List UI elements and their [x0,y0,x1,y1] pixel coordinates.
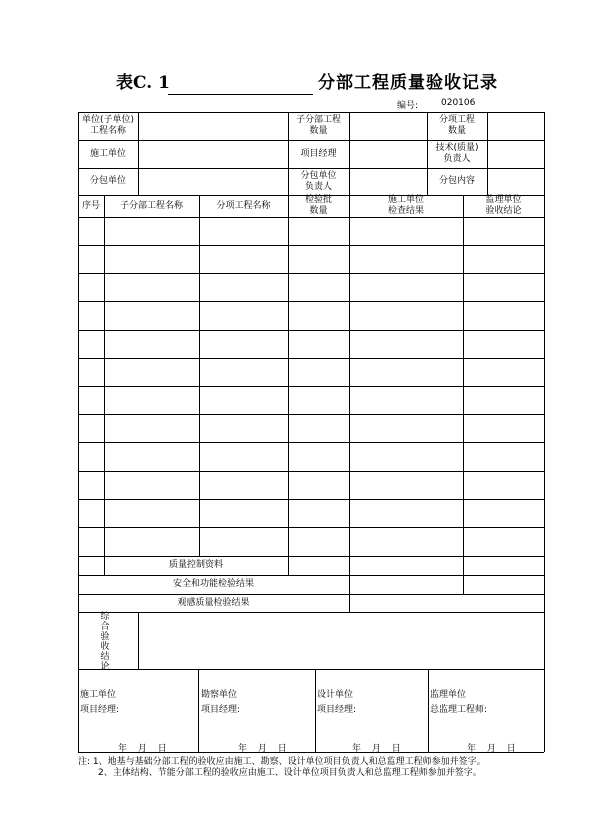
table-rule [78,612,544,613]
signature-role: 项目经理: [317,705,357,715]
col-header-supervisor-conclusion: 监理单位 验收结论 [485,195,522,216]
subcontractor-label: 分包单位 [89,176,126,186]
table-row-cell[interactable] [104,301,199,330]
signature-org: 监理单位 [430,690,467,700]
table-row-cell[interactable] [104,386,199,414]
summary-appearance: 观感质量检验结果 [177,597,250,608]
table-row-cell[interactable] [288,358,349,386]
unit-project-name-field[interactable] [138,112,288,140]
table-row-cell[interactable] [288,301,349,330]
table-row-cell[interactable] [463,414,544,442]
table-rule [78,140,544,141]
table-row-cell[interactable] [199,245,288,273]
table-row-cell[interactable] [349,330,463,358]
table-row-cell[interactable] [78,245,104,273]
table-row-cell[interactable] [78,273,104,301]
table-row-cell[interactable] [349,499,463,527]
table-row-cell[interactable] [78,499,104,527]
table-row-cell[interactable] [104,442,199,471]
signature-date: 年 月 日 [238,744,287,754]
table-row-cell[interactable] [288,330,349,358]
col-header-contractor-result: 施工单位 检查结果 [387,195,424,216]
table-row-cell[interactable] [288,471,349,499]
summary-quality-control-result[interactable] [349,556,463,575]
sub-division-count-label: 子分部工程 数量 [295,115,341,136]
table-row-cell[interactable] [78,301,104,330]
table-row-cell[interactable] [463,471,544,499]
table-row-cell[interactable] [288,386,349,414]
table-row-cell[interactable] [288,499,349,527]
table-row-cell[interactable] [463,499,544,527]
item-count-field[interactable] [487,112,544,140]
table-row-cell[interactable] [104,527,199,556]
table-row-cell[interactable] [288,442,349,471]
table-row-cell[interactable] [78,330,104,358]
table-row-cell[interactable] [104,217,199,245]
table-rule [78,752,544,753]
table-row-cell[interactable] [199,499,288,527]
table-row-cell[interactable] [104,414,199,442]
table-rule [198,669,199,752]
table-rule [104,195,105,556]
sub-lead-label: 分包单位 负责人 [300,170,337,192]
table-row-cell[interactable] [199,386,288,414]
col-header-index: 序号 [81,200,100,211]
contractor-field[interactable] [138,140,288,168]
table-row-cell[interactable] [349,471,463,499]
table-row-cell[interactable] [463,386,544,414]
signature-survey [201,688,240,718]
sub-lead-field[interactable] [349,168,427,195]
unit-project-name-label: 单位(子单位) 工程名称 [81,115,135,136]
table-row-cell[interactable] [463,245,544,273]
signature-org: 施工单位 [80,690,117,700]
col-header-batch-count: 检验批 数量 [304,195,332,216]
summary-appearance-result[interactable] [349,594,544,612]
table-row-cell[interactable] [78,386,104,414]
table-row-cell[interactable] [104,245,199,273]
signature-date: 年 月 日 [467,744,516,754]
table-row-cell[interactable] [463,330,544,358]
table-rule [544,112,545,752]
summary-quality-control-conclusion[interactable] [463,556,544,575]
table-row-cell[interactable] [349,527,463,556]
col-header-sub-division: 子分部工程名称 [119,200,183,211]
table-row-cell[interactable] [463,527,544,556]
signature-date: 年 月 日 [118,744,167,754]
table-row-cell[interactable] [349,358,463,386]
table-row-cell[interactable] [199,217,288,245]
table-rule [487,112,488,195]
summary-quality-control: 质量控制资料 [168,560,223,570]
table-row-cell[interactable] [199,471,288,499]
note-1: 注: 1、地基与基础分部工程的验收应由施工、勘察、设计单位项目负责人和总监理工程师参加并签字。 [78,757,486,767]
table-row-cell[interactable] [199,358,288,386]
table-row-cell[interactable] [288,245,349,273]
table-row-cell[interactable] [349,414,463,442]
summary-safety-function: 安全和功能检验结果 [172,579,254,589]
table-row-cell[interactable] [199,301,288,330]
table-rule [463,195,464,594]
table-rule [199,195,200,556]
overall-conclusion-label: 综合验收结论 [100,612,110,672]
table-row-cell[interactable] [463,358,544,386]
table-row-cell[interactable] [78,527,104,556]
table-rule [104,556,105,575]
table-row-cell[interactable] [349,442,463,471]
table-row-cell[interactable] [349,301,463,330]
table-rule [78,168,544,169]
table-row-cell[interactable] [78,358,104,386]
table-row-cell[interactable] [104,330,199,358]
table-row-cell[interactable] [104,499,199,527]
col-header-item: 分项工程名称 [216,200,271,211]
table-row-cell[interactable] [78,442,104,471]
table-rule [349,195,350,612]
table-rule [349,112,350,195]
table-rule [78,112,544,113]
table-rule [78,556,544,557]
summary-safety-result[interactable] [349,575,463,594]
table-row-cell[interactable] [288,527,349,556]
table-rule [78,594,544,595]
table-rule [78,195,544,196]
table-row-cell[interactable] [199,330,288,358]
item-count-label: 分项工程 数量 [438,115,475,136]
contractor-label: 施工单位 [89,148,126,159]
table-row-cell[interactable] [104,471,199,499]
table-row-cell[interactable] [78,471,104,499]
project-manager-label: 项目经理 [300,148,337,159]
table-row-cell[interactable] [463,273,544,301]
table-rule [78,575,544,576]
table-row-cell[interactable] [199,442,288,471]
table-row-cell[interactable] [288,273,349,301]
table-row-cell[interactable] [463,442,544,471]
table-row-cell[interactable] [463,301,544,330]
table-row-cell[interactable] [349,273,463,301]
overall-conclusion-field[interactable] [138,612,544,669]
table-rule [138,612,139,669]
signature-date: 年 月 日 [352,744,401,754]
table-row-cell[interactable] [349,386,463,414]
table-row-cell[interactable] [288,217,349,245]
table-rule [288,112,289,195]
signature-role: 总监理工程师: [430,705,488,715]
sub-content-label: 分包内容 [438,176,475,186]
form-number: 表C. 1 [116,73,170,93]
signature-org: 设计单位 [317,690,354,700]
table-rule [138,112,139,195]
table-row-cell[interactable] [104,358,199,386]
project-manager-field[interactable] [349,140,427,168]
table-rule [78,669,544,670]
table-rule [427,112,428,195]
signature-supervisor [430,688,487,718]
table-row-cell[interactable] [199,414,288,442]
table-row-cell[interactable] [349,245,463,273]
page-title: 分部工程质量验收记录 [318,73,498,93]
table-row-cell[interactable] [199,273,288,301]
tech-lead-label: 技术(质量) 负责人 [435,143,479,164]
table-row-cell[interactable] [199,527,288,556]
table-row-cell[interactable] [78,414,104,442]
code-value: 020106 [441,98,476,108]
table-rule [315,669,316,752]
code-label: 编号: [397,101,419,111]
table-row-cell[interactable] [104,273,199,301]
signature-role: 项目经理: [80,705,120,715]
table-rule [78,112,79,752]
signature-contractor [80,688,119,718]
table-row-cell[interactable] [349,217,463,245]
table-rule [288,195,289,575]
sub-division-count-field[interactable] [349,112,427,140]
subcontractor-field[interactable] [138,168,288,195]
note-2: 2、主体结构、节能分部工程的验收应由施工、设计单位项目负责人和总监理工程师参加并签字。 [98,768,482,778]
sub-content-field[interactable] [487,168,544,195]
table-row-cell[interactable] [288,414,349,442]
signature-design [317,688,356,718]
summary-safety-conclusion[interactable] [463,575,544,594]
table-row-cell[interactable] [78,217,104,245]
tech-lead-field[interactable] [487,140,544,168]
table-row-cell[interactable] [463,217,544,245]
table-rule [428,669,429,752]
signature-org: 勘察单位 [201,690,238,700]
signature-role: 项目经理: [201,705,241,715]
